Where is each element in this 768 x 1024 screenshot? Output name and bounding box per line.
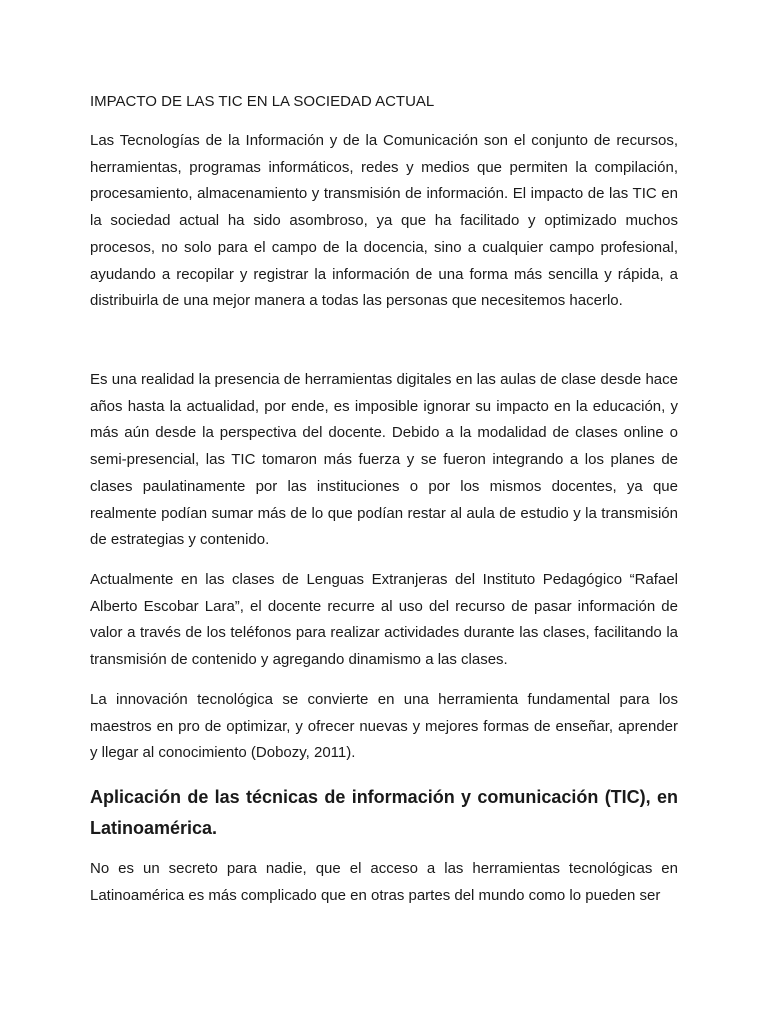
- paragraph-tic-definition: Las Tecnologías de la Información y de la Comunicación son el conjunto de recursos, herramientas, programas informáticos, redes y medios que permiten la compilación, procesamiento, almacenamiento y transmisión de información. El impacto de las TIC en la sociedad actual ha sido asombroso, ya que ha facilitado y optimizado muchos procesos, no solo para el campo de la docencia, sino a cualquier campo profesional, ayudando a recopilar y registrar la información de una forma más sencilla y rápida, a distribuirla de una mejor manera a todas las personas que necesitemos hacerlo.: [90, 132, 678, 310]
- page-title: IMPACTO DE LAS TIC EN LA SOCIEDAD ACTUAL: [90, 93, 435, 110]
- paragraph-technological-innovation: La innovación tecnológica se convierte en una herramienta fundamental para los maestros en pro de optimizar, y ofrecer nuevas y mejores formas de enseñar, aprender y llegar al conocimiento (Dobozy, 2011).: [90, 691, 678, 762]
- paragraph-latin-america-access: No es un secreto para nadie, que el acceso a las herramientas tecnológicas en Latinoamérica es más complicado que en otras partes del mundo como lo pueden ser: [90, 860, 678, 904]
- paragraph-foreign-languages-classes: Actualmente en las clases de Lenguas Extranjeras del Instituto Pedagógico “Rafael Alberto Escobar Lara”, el docente recurre al uso del recurso de pasar información de valor a través de los teléfonos para realizar actividades durante las clases, facilitando la transmisión de contenido y agregando dinamismo a las clases.: [90, 571, 678, 669]
- section-heading: Aplicación de las técnicas de información y comunicación (TIC), en Latinoamérica.: [90, 787, 678, 838]
- paragraph-digital-tools-classroom: Es una realidad la presencia de herramientas digitales en las aulas de clase desde hace años hasta la actualidad, por ende, es imposible ignorar su impacto en la educación, y más aún desde la perspectiva del docente. Debido a la modalidad de clases online o semi-presencial, las TIC tomaron más fuerza y se fueron integrando a los planes de clases paulatinamente por las instituciones o por los mismos docentes, ya que realmente podían sumar más de lo que podían restar al aula de estudio y la transmisión de estrategias y contenido.: [90, 371, 678, 549]
